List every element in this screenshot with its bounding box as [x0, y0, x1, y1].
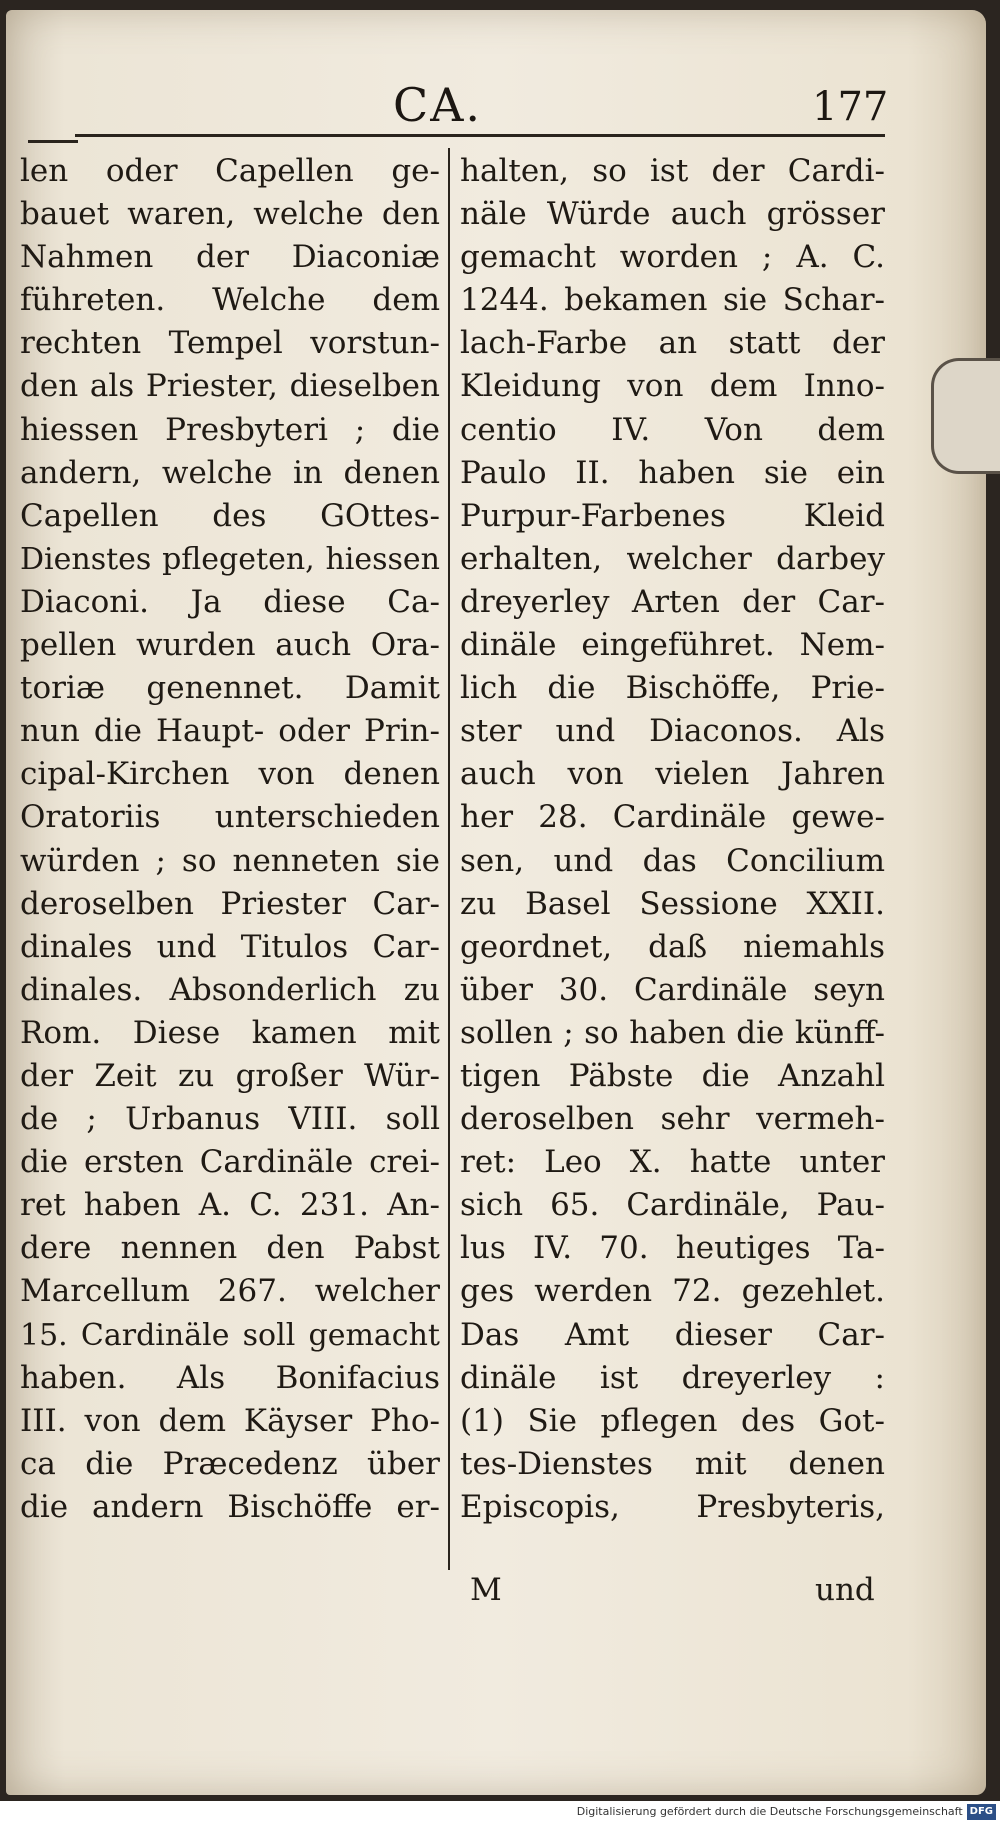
dfg-logo: DFG [967, 1804, 996, 1820]
text-line: Paulo II. haben sie ein [460, 454, 885, 491]
text-line: rechten Tempel vorstun- [20, 325, 440, 362]
text-line: Kleidung von dem Inno- [460, 368, 885, 405]
text-line: pellen wurden auch Ora- [20, 627, 440, 664]
text-line: de ; Urbanus VIII. soll [20, 1101, 440, 1138]
text-line: gemacht worden ; A. C. [460, 239, 885, 276]
text-line: her 28. Cardinäle gewe- [460, 799, 885, 836]
page-number: 177 [812, 84, 889, 130]
text-line: centio IV. Von dem [460, 411, 885, 448]
text-line: lach-Farbe an statt der [460, 325, 885, 362]
text-line: Purpur-Farbenes Kleid [460, 497, 885, 534]
text-line: dinäle eingeführet. Nem- [460, 627, 885, 664]
text-line: geordnet, daß niemahls [460, 928, 885, 965]
text-line: würden ; so nenneten sie [20, 842, 440, 879]
text-line: tigen Päbste die Anzahl [460, 1057, 885, 1094]
text-line: ret haben A. C. 231. An- [20, 1187, 440, 1224]
text-line: der Zeit zu großer Wür- [20, 1057, 440, 1094]
text-line: dere nennen den Pabst [20, 1230, 440, 1267]
catchword: und [815, 1572, 875, 1608]
text-line: Episcopis, Presbyteris, [460, 1488, 885, 1525]
text-line: Diaconi. Ja diese Ca- [20, 583, 440, 620]
right-column [460, 150, 885, 1529]
text-line: bauet waren, welche den [20, 196, 440, 233]
text-line: toriæ genennet. Damit [20, 670, 440, 707]
page-title: CA. [393, 78, 483, 132]
text-line: cipal-Kirchen von denen [20, 756, 440, 793]
header-rule [75, 134, 885, 137]
text-line: Dienstes pflegeten, hiessen [20, 541, 440, 577]
text-line: Rom. Diese kamen mit [20, 1014, 440, 1051]
text-line: auch von vielen Jahren [460, 756, 885, 793]
header-rule-left [28, 140, 78, 143]
text-line: Das Amt dieser Car- [460, 1316, 885, 1353]
text-line: hiessen Presbyteri ; die [20, 411, 440, 448]
text-line: dreyerley Arten der Car- [460, 583, 885, 620]
text-line: den als Priester, dieselben [20, 368, 440, 405]
text-line: dinäle ist dreyerley : [460, 1359, 885, 1396]
text-line: haben. Als Bonifacius [20, 1359, 440, 1396]
text-line: III. von dem Käyser Pho- [20, 1402, 440, 1439]
text-line: Oratoriis unterschieden [20, 799, 440, 836]
text-line: tes-Dienstes mit denen [460, 1445, 885, 1482]
digitization-footer [0, 1801, 1000, 1823]
text-line: näle Würde auch grösser [460, 196, 885, 233]
text-line: nun die Haupt- oder Prin- [20, 713, 440, 750]
text-line: halten, so ist der Cardi- [460, 153, 885, 189]
page-edge-tab [931, 358, 1000, 474]
text-line: die andern Bischöffe er- [20, 1488, 440, 1525]
footer-credit: Digitalisierung gefördert durch die Deutsche Forschungsgemeinschaft [576, 1805, 963, 1818]
text-line: 1244. bekamen sie Schar- [460, 282, 885, 319]
text-line: sollen ; so haben die künff- [460, 1014, 885, 1051]
text-line: (1) Sie pflegen des Got- [460, 1402, 885, 1439]
text-line: die ersten Cardinäle crei- [20, 1144, 440, 1181]
text-line: deroselben sehr vermeh- [460, 1101, 885, 1138]
text-line: sich 65. Cardinäle, Pau- [460, 1187, 885, 1224]
text-line: erhalten, welcher darbey [460, 540, 885, 577]
text-line: führeten. Welche dem [20, 282, 440, 319]
text-line: lich die Bischöffe, Prie- [460, 670, 885, 707]
left-column [20, 150, 440, 1529]
text-line: Capellen des GOttes- [20, 497, 440, 534]
text-line: ret: Leo X. hatte unter [460, 1144, 885, 1181]
column-divider [448, 148, 450, 1570]
text-line: len oder Capellen ge- [20, 153, 440, 189]
text-line: deroselben Priester Car- [20, 885, 440, 922]
text-line: lus IV. 70. heutiges Ta- [460, 1230, 885, 1267]
text-line: Nahmen der Diaconiæ [20, 239, 440, 276]
text-line: 15. Cardinäle soll gemacht [20, 1317, 440, 1353]
text-line: andern, welche in denen [20, 454, 440, 491]
text-line: Marcellum 267. welcher [20, 1273, 440, 1310]
text-line: ca die Præcedenz über [20, 1445, 440, 1482]
text-line: ges werden 72. gezehlet. [460, 1273, 885, 1310]
text-line: sen, und das Concilium [460, 842, 885, 879]
text-line: über 30. Cardinäle seyn [460, 971, 885, 1008]
signature-mark: M [470, 1572, 502, 1608]
text-line: zu Basel Sessione XXII. [460, 885, 885, 922]
text-line: dinales und Titulos Car- [20, 928, 440, 965]
text-line: ster und Diaconos. Als [460, 713, 885, 750]
text-line: dinales. Absonderlich zu [20, 971, 440, 1008]
